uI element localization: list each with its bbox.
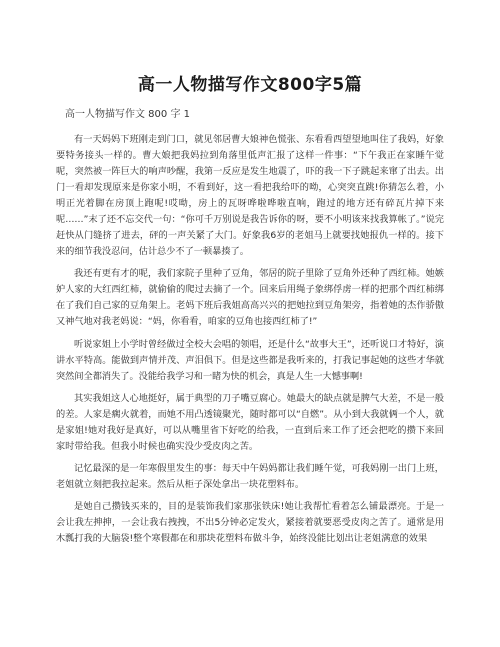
- paragraph-6: 是她自己攒钱买来的，目的是装饰我们家那张铁床!她让我帮忙看着怎么铺最漂亮。于是一会让我左抻抻，一会让我右拽拽，不出5分钟必定发火，紧接着就要恶受皮肉之苦了。通常是用木瓢打我的大脑袋!整个寒假都在和那块花塑料布做斗争，始终没能比划出让老姐满意的效果: [56, 501, 444, 545]
- paragraph-5: 记忆最深的是一年寒假里发生的事：每天中午妈妈都让我们睡午觉，可我妈刚一出门上班，老姐就立刻把我拉起来。然后从柜子深处拿出一块花塑料布。: [56, 463, 444, 491]
- paragraph-1: 有一天妈妈下班刚走到门口，就见邻居曹大娘神色慌张、东看看西望望地叫住了我妈，好象要特务接头一样的。曹大娘把我妈拉到角落里低声汇报了这样一件事：“下午我正在家睡午觉呢，突然被一阵巨大的响声吵醒，我第一反应是发生地震了，吓的我一下子跳起来窜了出去。出门一看却发现原来是你家小明，不看到好，这一看把我给吓的呦，心突突直跳!你猜怎么着，小明正光着脚在房顶上跑呢!哎呦，房上的瓦呀哗啦哗啦直响，跑过的地方还有碎瓦片掉下来呢……”末了还不忘交代一句：“你可千万别说是我告诉你的呀，要不小明该来找我算帐了。”说完赶快从门缝挤了进去，砰的一声关紧了大门。好象我6岁的老姐马上就要找她报仇一样的。接下来的细节我没忍问，估计总少不了一顿暴揍了。: [56, 134, 444, 257]
- paragraph-3: 听说家姐上小学时曾经做过全校大会唱的领唱，还是什么“故事大王”，还听说口才特好，演讲水平特高。能做到声情并茂、声泪俱下。但是这些都是我听来的，打我记事起她的这些才华就突然间全都消失了。没能给我学习和一睹为快的机会，真是人生一大憾事啊!: [56, 338, 444, 382]
- document-body: [56, 132, 444, 554]
- paragraph-4: 其实我姐这人心地挺好，属于典型的刀子嘴豆腐心。她最大的缺点就是脾气大差，不是一般的差。人家是瘸火就着，而她不用凸透镜聚光，随时都可以“自燃”。从小到大我就俩一个人，就是家姐!她对我好是真好，可以从嘴里省下好吃的给我，一直到后来工作了还会把吃的攒下来回家时带给我。但我小时候也确实没少受皮肉之苦。: [56, 392, 444, 452]
- document-title: 高一人物描写作文800字5篇: [137, 75, 363, 95]
- document-subtitle: 高一人物描写作文 800 字 1: [65, 109, 190, 120]
- paragraph-2: 我还有更有才的呢，我们家院子里种了豆角，邻居的院子里除了豆角外还种了西红柿。她嫉妒人家的大红西红柿，就偷偷的爬过去摘了一个。回来后用绳子象绑俘虏一样的把那个西红柿绑在了我们自己家的豆角架上。老妈下班后我姐高高兴兴的把她拉到豆角架旁，指着她的杰作骄傲又神气地对我老妈说：“妈，你看看，咱家的豆角也接西红柿了!”: [56, 268, 444, 328]
